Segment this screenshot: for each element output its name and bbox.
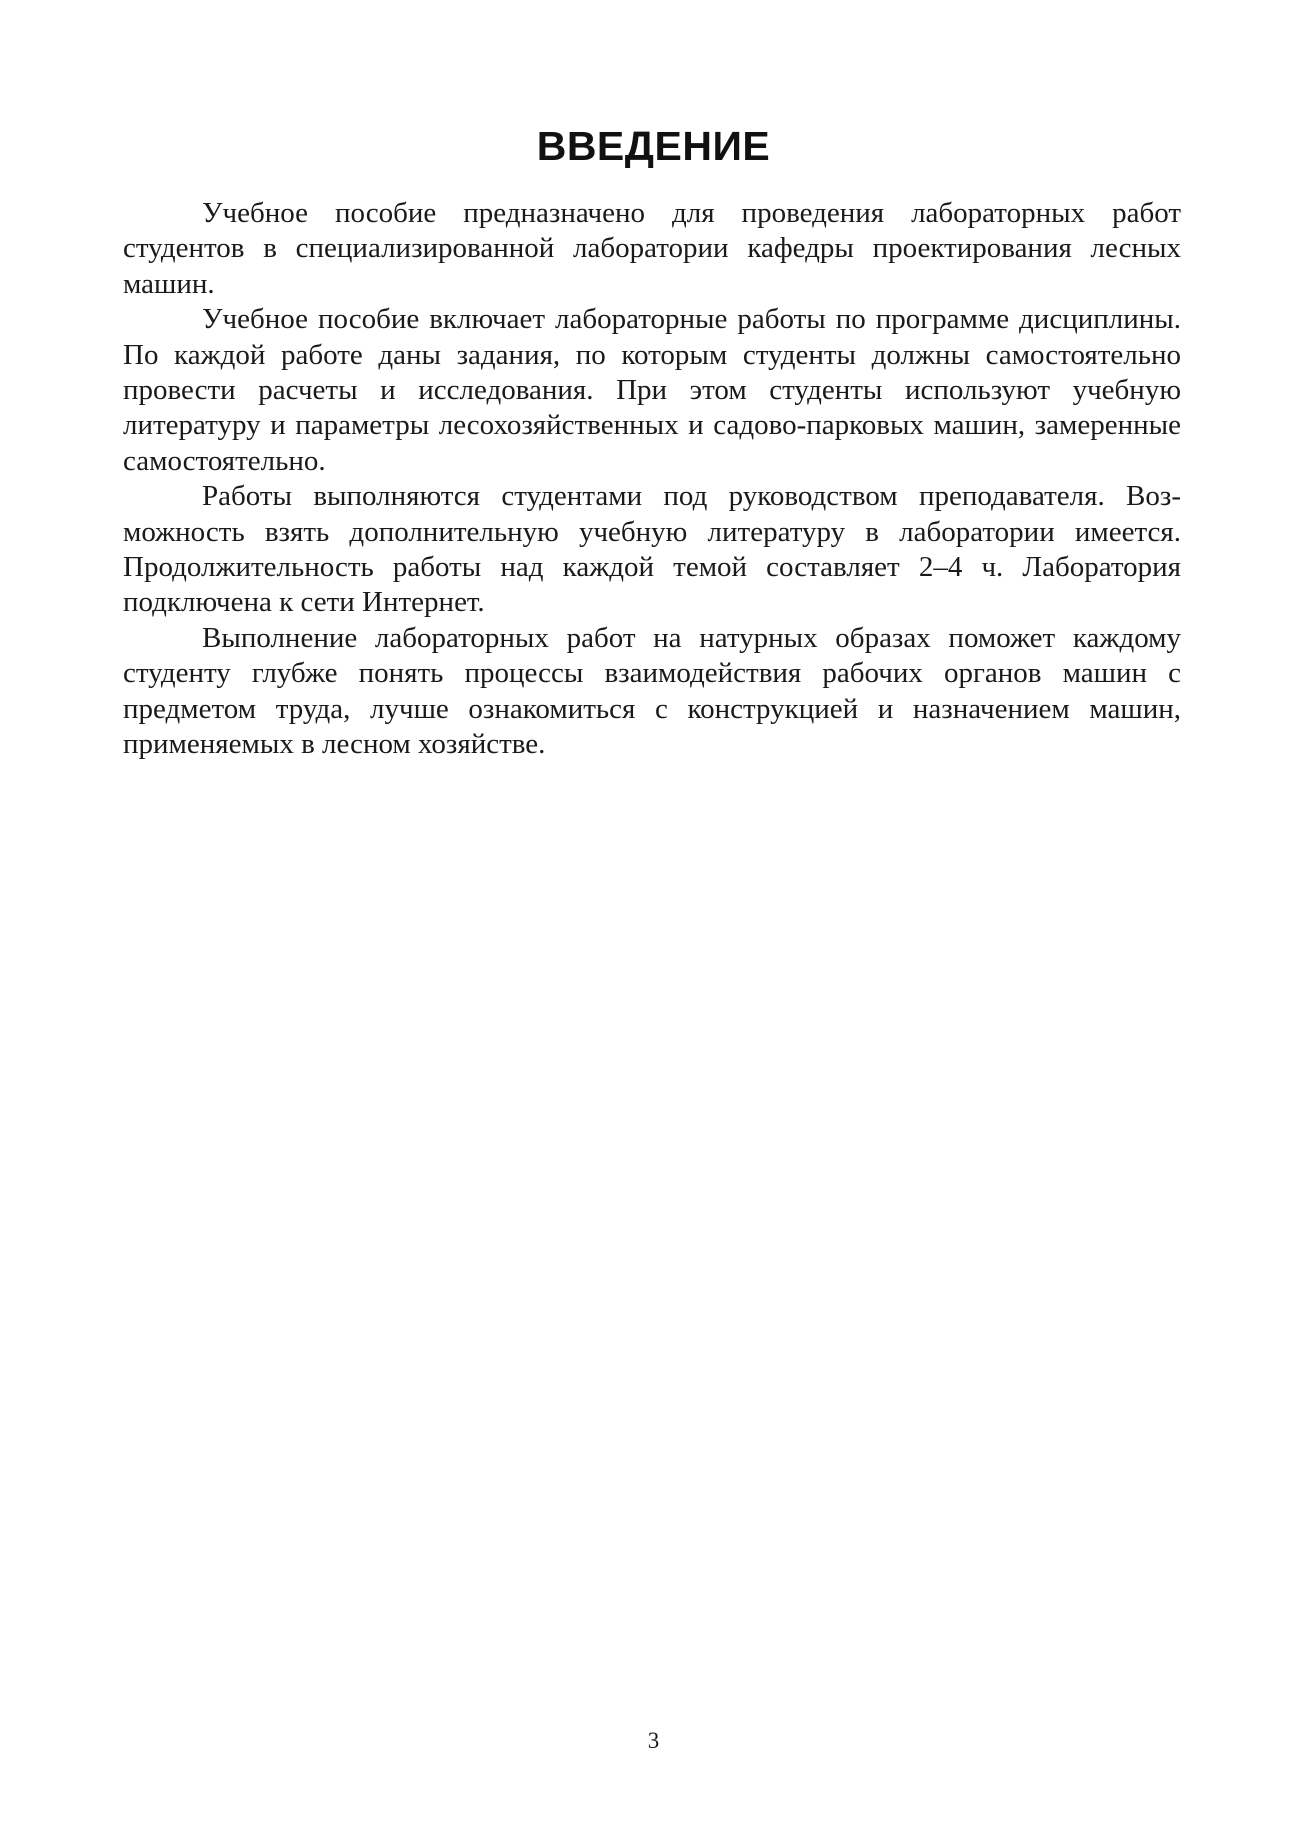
paragraph-2: Учебное пособие включает лабораторные работы по программе дисциплины. По каждой работе даны задания, по которым студенты должны самостоятельно провести расчеты и исследования. При этом студенты используют учебную литературу и параметры лесохозяйственных и садово-парковых машин, замеренные самостоятельно. <box>123 303 1181 477</box>
page-number: 3 <box>647 1728 660 1753</box>
paragraph-3: Работы выполняются студентами под руководством преподавателя. Возможность взять дополнительную учебную литературу в лаборатории имеется. Продолжительность работы над каждой темой составляет 2–4 ч. Лаборатория подключена к сети Интернет. <box>123 480 1181 619</box>
paragraph-1: Учебное пособие предназначено для проведения лабораторных работ студентов в специализированной лаборатории кафедры проектирования лесных машин. <box>123 197 1181 300</box>
page-title: ВВЕДЕНИЕ <box>536 123 771 169</box>
paragraph-4: Выполнение лабораторных работ на натурных образах поможет каждому студенту глубже понять процессы взаимодействия рабочих органов машин с предметом труда, лучше ознакомиться с конструкцией и назначением машин, применяемых в лесном хозяйстве. <box>123 621 1181 761</box>
body-text <box>123 196 1181 763</box>
